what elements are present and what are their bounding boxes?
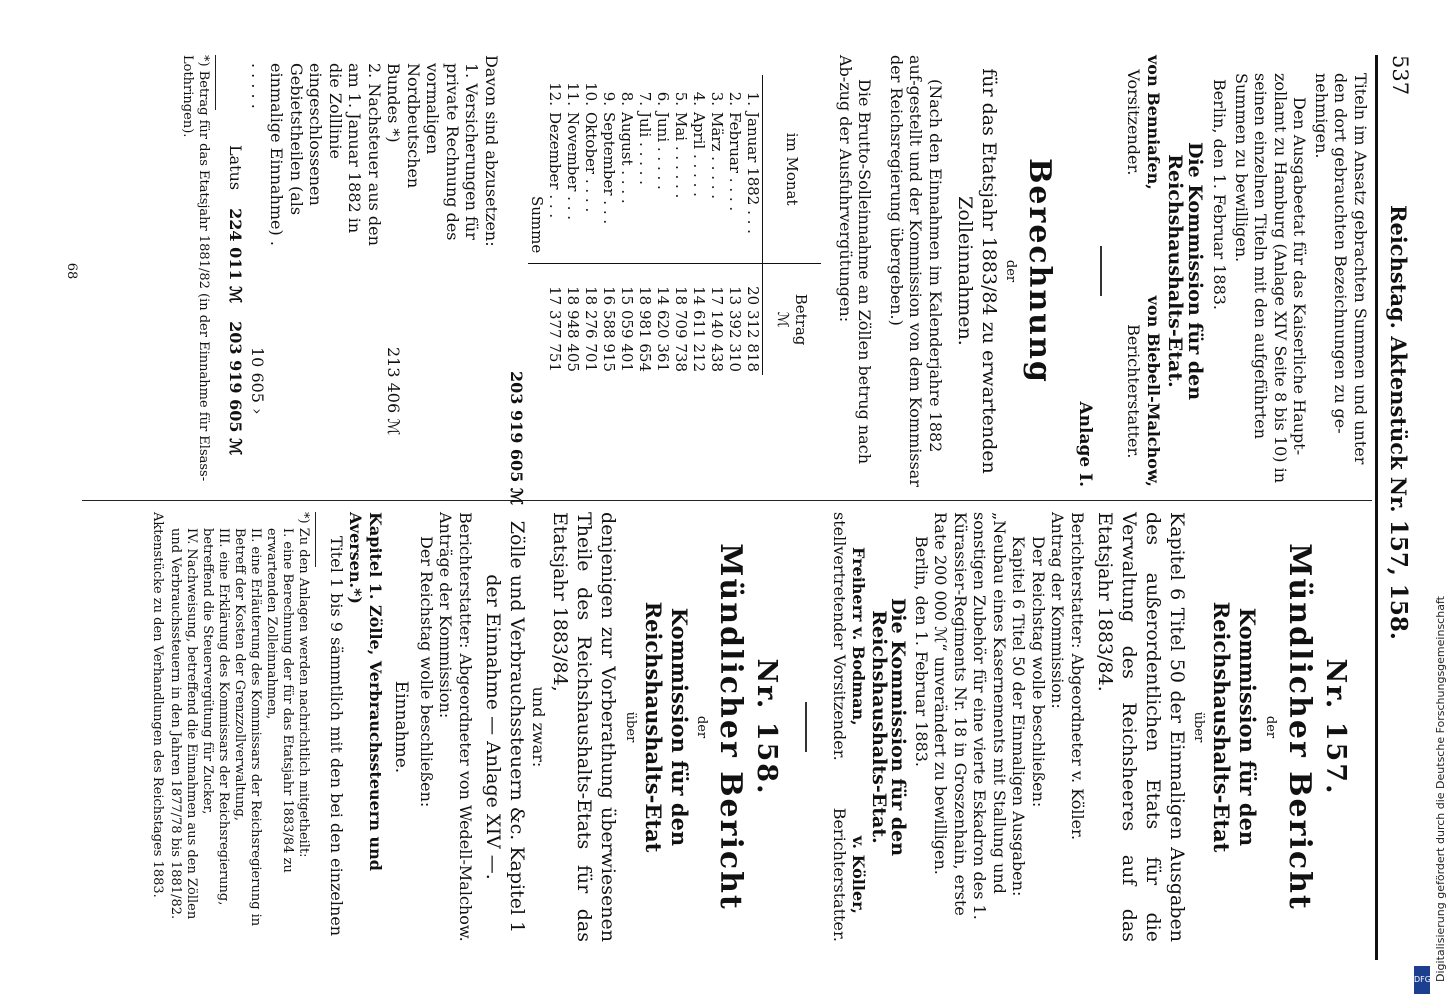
row-number: 8.	[618, 91, 637, 106]
monthly-table-wrap	[507, 75, 822, 505]
latus-label: Latus	[226, 145, 246, 191]
row-month: April . . . . .	[690, 112, 709, 197]
separator-rule	[806, 702, 808, 752]
deduction-amount: 213 406 ℳ	[384, 347, 404, 436]
row-month: September . . .	[600, 112, 619, 225]
row-month: Dezember . . .	[546, 112, 565, 219]
row-number: 1.	[744, 91, 763, 106]
row-month: Oktober . . . .	[582, 112, 601, 213]
signature-name: von Biebell-Malchow,	[1144, 295, 1163, 487]
running-head-prefix: Reichstag. Aktenstück Nr.	[1386, 205, 1411, 513]
ueber-label: über	[623, 711, 638, 743]
row-month: November . . .	[564, 112, 583, 220]
row-month: März . . . . .	[708, 112, 727, 200]
row-amount: 18 948 405	[565, 264, 583, 375]
monthly-table	[529, 75, 822, 375]
section-title: Berechnung	[1022, 158, 1058, 384]
table-header-row	[763, 75, 822, 375]
signature-right	[830, 808, 869, 942]
antrag-intro: Der Reichstag wolle beschließen:	[417, 536, 436, 808]
deduction-amount: 10 605 ›	[248, 347, 267, 415]
table-row	[619, 75, 637, 375]
right-column	[150, 512, 1371, 942]
antrag-item: Kapitel 6 Titel 50 der Einmaligen Ausgaben: „Neubau eines Kasernements mit Stallung und sonstigen Zubehör für eine vierte Eskadron des 1. Kürassier-Regiments Nr. 18 in Groszenhain, erste Rate 200 000 ℳ“ unverändert zu bewilligen.	[931, 512, 1029, 920]
row-amount: 17 377 751	[547, 264, 565, 375]
table-row	[709, 75, 727, 375]
footnote: *) Betrag für das Etatsjahr 1881/82 (in der Einnahme für Elsass-Lothringen).	[180, 55, 211, 482]
credit-text: Digitalisierung gefördert durch die Deutsche Forschungsgemeinschaft	[1434, 596, 1447, 982]
der-label: der	[1003, 259, 1019, 283]
latus-mid: 224 011 ℳ	[226, 208, 246, 304]
deduction-2	[248, 55, 385, 487]
folio: 68	[64, 262, 79, 280]
running-head	[1385, 205, 1412, 640]
row-month: Mai . . . . . .	[672, 112, 691, 199]
row-number: 2.	[726, 91, 745, 106]
row-month: Juni . . . . .	[654, 112, 673, 190]
deduction-text: 1. Versicherungen für private Rechnung des vormaligen Nordbeutschen Bundes *)	[384, 63, 482, 241]
commission-line: Die Kommission für den Reichshaushalts-Etat.	[1164, 141, 1206, 401]
ueber-label: über	[1191, 711, 1207, 743]
footnote-block	[150, 512, 312, 942]
row-month: Januar 1882 . . .	[744, 112, 763, 234]
top-line: nehmigen.	[1312, 73, 1331, 159]
report-title: Mündlicher Bericht	[713, 543, 749, 911]
zoelle-line: Zölle und Verbrauchssteuern &c. Kapitel 1 der Einnahme — Anlage XIV —.	[482, 520, 528, 934]
row-amount: 15 059 401	[619, 264, 637, 375]
row-amount: 17 140 438	[709, 264, 727, 375]
intro-paragraph: Die Brutto-Solleinnahme an Zöllen betrug nach Ab-zug der Ausfuhrvergütungen:	[836, 55, 875, 465]
einnahme-heading: Einnahme.	[391, 680, 412, 774]
footnote-source: Aktenstücke zu den Verhandlungen des Reichstages 1883.	[150, 512, 166, 898]
row-number: 11.	[564, 82, 583, 106]
column-divider	[82, 500, 1372, 501]
report-subject: denjenigen zur Vorberathung überwiesenen Theile des Reichshaushalts-Etats für das Etatsjahr 1883/84,	[549, 512, 620, 942]
table-row	[637, 75, 655, 375]
signature-role: Vorsitzender.	[1124, 69, 1144, 176]
table-row	[727, 75, 745, 375]
running-head-numbers: 157, 158.	[1385, 519, 1412, 640]
row-number: 10.	[582, 82, 601, 106]
row-number: 9.	[600, 91, 619, 106]
signature-left	[1124, 55, 1163, 190]
row-amount: 18 276 701	[583, 264, 601, 375]
deduction-text: 2. Nachsteuer aus den am 1. Januar 1882 in die Zolllinie eingeschlossenen Gebietstheilen (als einmalige Einnahme) . . . . . .	[248, 63, 384, 246]
commission-title: Kommission für den Reichshaushalts-Etat	[641, 601, 692, 853]
signature-role: Berichterstatter.	[830, 807, 849, 942]
antrag-head: Antrag der Kommission:	[1048, 512, 1068, 709]
signature-role: stellvertretender Vorsitzender.	[830, 512, 849, 761]
latus-right: 203 919 605 ℳ	[226, 321, 246, 456]
amount-column-header	[763, 264, 822, 375]
running-header	[1375, 55, 1418, 960]
table-row	[655, 75, 673, 375]
signature-name: von Benniafen,	[1144, 55, 1163, 190]
month-column-header: im Monat	[763, 75, 822, 264]
row-number: 6.	[654, 91, 673, 106]
footnote-rule	[215, 55, 216, 110]
report-title: Mündlicher Bericht	[1282, 543, 1317, 911]
left-column	[63, 55, 1370, 505]
footnote-item: III. eine Erklärung des Kommissars der Reichsregierung, betreffend die Steuervergütung für Zucker,	[200, 528, 232, 906]
row-month: Juli . . . . .	[636, 112, 655, 185]
top-line: Titeln im Ansatz gebrachten Summen und unter	[1351, 73, 1370, 465]
table-row	[565, 75, 583, 375]
table-row	[673, 75, 691, 375]
reporter-line: Berichterstatter: Abgeordneter v. Köller.	[1068, 512, 1087, 841]
footnote-item: II. eine Erläuterung des Kommissars der Reichsregierung in Betreff der Kosten der Grenzzollverwaltung,	[232, 528, 264, 927]
table-row	[745, 75, 764, 375]
amount-header-label: Betrag	[792, 293, 811, 346]
top-line: den dort gebrauchten Bezeichnungen zu ge-	[1331, 73, 1351, 434]
deductions-head: Davon sind abzusetzen:	[482, 55, 501, 247]
footnote-item: IV. Nachweisung, betreffend die Einnahmen aus den Zöllen und Verbrauchssteuern in den Jahren 1877/78 bis 1881/82.	[168, 528, 200, 920]
separator-rule	[1100, 246, 1102, 296]
der-label: der	[1263, 715, 1278, 739]
row-amount: 14 620 361	[655, 264, 673, 375]
appendix-label: Anlage I.	[1075, 401, 1095, 487]
deduction-1	[384, 55, 482, 487]
sum-value: 203 919 605 ℳ	[507, 370, 527, 505]
date-line: Berlin, den 1. Februar 1883.	[912, 536, 931, 768]
row-number: 5.	[672, 91, 691, 106]
signature-left	[830, 512, 869, 761]
signature-block	[830, 512, 869, 942]
latus-row	[226, 55, 246, 487]
table-row	[601, 75, 619, 375]
row-amount: 14 611 212	[691, 264, 709, 375]
row-number: 12.	[546, 82, 565, 106]
date-line: Berlin, den 1. Februar 1883.	[1210, 79, 1230, 311]
signature-block	[1124, 55, 1163, 487]
table-row	[691, 75, 709, 375]
section-subtitle: für das Etatsjahr 1883/84 zu erwartenden Zolleinnahmen.	[954, 68, 1000, 474]
titel-text: Titel 1 bis 9 sämmtlich mit den bei den einzelnen	[327, 536, 346, 937]
signature-name: v. Köller,	[849, 835, 869, 914]
row-number: 3.	[708, 91, 727, 106]
row-amount: 18 709 738	[673, 264, 691, 375]
antrag-head: Anträge der Kommission:	[436, 512, 456, 719]
row-number: 7.	[636, 91, 655, 106]
und-zwar: und zwar:	[529, 686, 549, 768]
footnote-rule	[316, 512, 317, 567]
note-paragraph: (Nach den Einnahmen im Kalenderjahre 1882 auf-gestellt und der Kommission von dem Kommissar der Reichsregierung übergeben.)	[887, 55, 945, 487]
commission-line: Die Kommission für den Reichshaushalts-Etat.	[868, 597, 910, 857]
antrag-intro: Der Reichstag wolle beschließen:	[1029, 536, 1048, 808]
signature-right	[1124, 296, 1163, 487]
footnote-intro: *) Zu den Anlagen werden nachrichtlich mitgetheilt:	[296, 512, 312, 858]
report-number: Nr. 158.	[751, 658, 783, 796]
row-amount: 20 312 818	[745, 264, 764, 375]
table-sum-row	[529, 75, 547, 375]
commission-title: Kommission für den Reichshaushalts-Etat	[1209, 601, 1261, 853]
reporter-line: Berichterstatter: Abgeordneter von Wedell-Malchow.	[456, 512, 475, 942]
report-number: Nr. 157.	[1320, 658, 1351, 796]
row-month: August . . . .	[618, 112, 637, 204]
dfg-logo-icon: DFG	[1414, 966, 1430, 994]
report-subject: Kapitel 6 Titel 50 der Einmaligen Ausgaben des außerordentlichen Etats für die Verwaltung des Reichsheeres auf das Etatsjahr 1883/84.	[1094, 512, 1188, 942]
table-row	[547, 75, 565, 375]
kapitel-heading: Kapitel 1. Zölle, Verbrauchssteuern und Aversen.*)	[346, 512, 385, 871]
der-label: der	[694, 715, 710, 739]
row-amount: 13 392 310	[727, 264, 745, 375]
footnote-item: I. eine Berechnung der für das Etatsjahr 1883/84 zu erwartenden Zolleinnahmen,	[264, 528, 296, 873]
page-number: 537	[1388, 55, 1412, 96]
row-number: 4.	[690, 91, 709, 106]
amount-unit: ℳ	[774, 311, 793, 328]
signature-role: Berichterstatter.	[1124, 324, 1144, 459]
body-paragraph: Den Ausgabeetat für das Kaiserliche Haupt-zollamt zu Hamburg (Anlage XIV Seite 8 bis 10) in seinen einzelnen Titeln mit den aufgeführten Summen zu bewilligen.	[1232, 73, 1310, 483]
row-amount: 18 981 654	[637, 264, 655, 375]
signature-name: Freiherr v. Bodman,	[849, 547, 869, 726]
sum-label: Summe	[528, 195, 547, 254]
table-row	[583, 75, 601, 375]
row-month: Februar . . . .	[726, 112, 745, 212]
row-amount: 16 588 915	[601, 264, 619, 375]
